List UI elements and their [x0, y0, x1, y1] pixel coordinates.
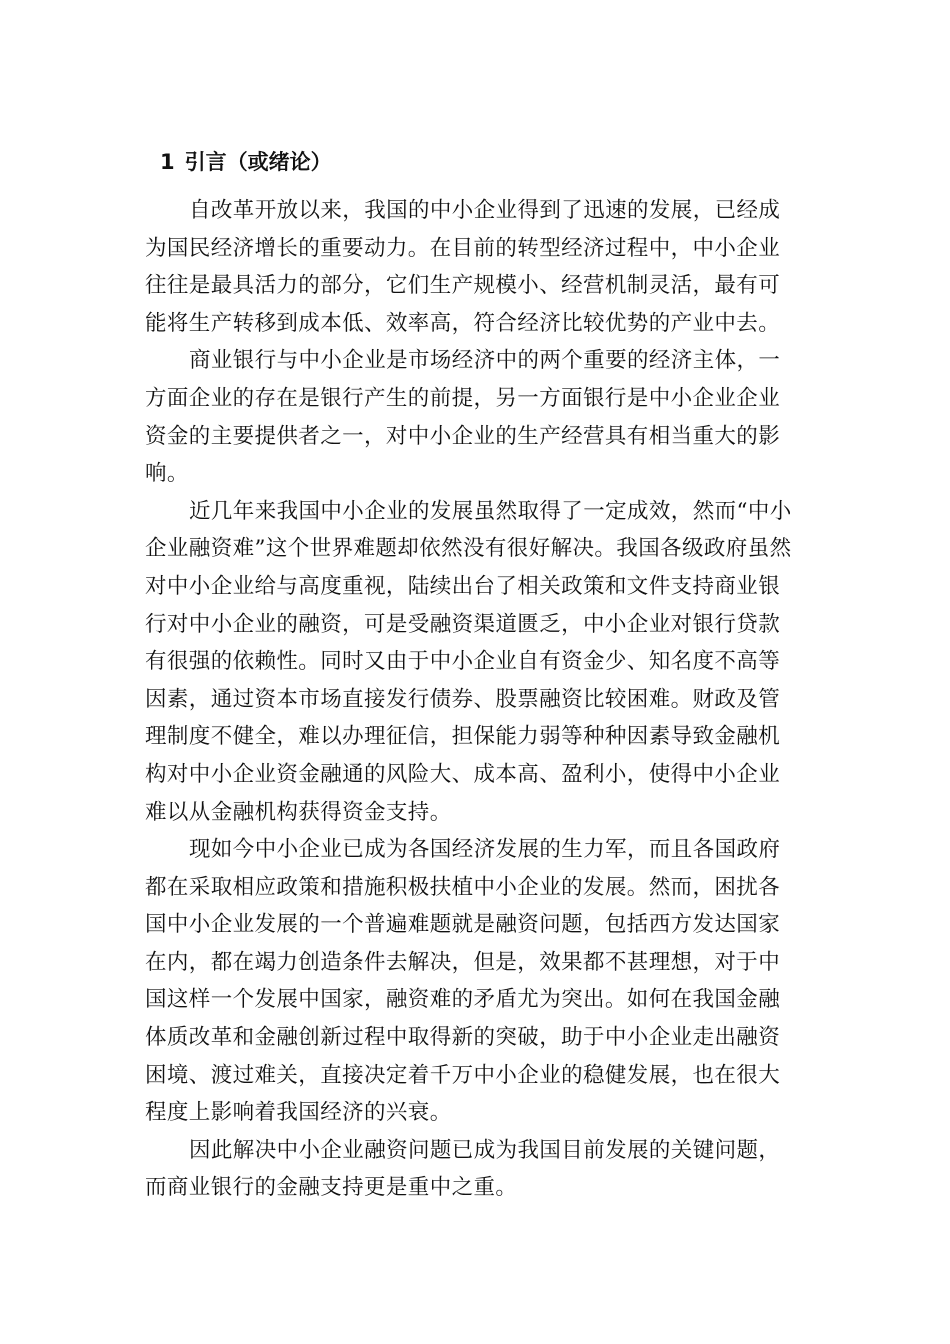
text-line: 自改革开放以来，我国的中小企业得到了迅速的发展，已经成 [189, 198, 781, 223]
text-line: 国这样一个发展中国家，融资难的矛盾尤为突出。如何在我国金融 [145, 987, 781, 1013]
text-line: 往往是最具活力的部分，它们生产规模小、经营机制灵活，最有可 [145, 273, 781, 299]
section-title: 引言（或绪论） [184, 150, 332, 174]
section-number: 1 [160, 150, 175, 174]
text-line: 都在采取相应政策和措施积极扶植中小企业的发展。然而，困扰各 [145, 874, 781, 900]
text-line: 近几年来我国中小企业的发展虽然取得了一定成效，然而“中小 [189, 498, 792, 524]
text-line: 国中小企业发展的一个普遍难题就是融资问题，包括西方发达国家 [145, 912, 781, 938]
text-line: 因此解决中小企业融资问题已成为我国目前发展的关键问题， [189, 1137, 781, 1163]
text-line: 行对中小企业的融资，可是受融资渠道匮乏，中小企业对银行贷款 [145, 611, 781, 637]
text-line: 为国民经济增长的重要动力。在目前的转型经济过程中，中小企业 [145, 235, 781, 261]
text-line: 现如今中小企业已成为各国经济发展的生力军，而且各国政府 [189, 837, 781, 863]
text-line: 响。 [145, 461, 189, 487]
text-line: 在内，都在竭力创造条件去解决，但是，效果都不甚理想，对于中 [145, 949, 781, 975]
text-line: 困境、渡过难关，直接决定着千万中小企业的稳健发展，也在很大 [145, 1062, 781, 1088]
section-heading [160, 146, 332, 178]
text-line: 程度上影响着我国经济的兴衰。 [145, 1100, 452, 1126]
body-text [145, 192, 795, 1207]
text-line: 有很强的依赖性。同时又由于中小企业自有资金少、知名度不高等 [145, 649, 781, 675]
text-line: 而商业银行的金融支持更是重中之重。 [145, 1175, 518, 1201]
text-line: 对中小企业给与高度重视，陆续出台了相关政策和文件支持商业银 [145, 573, 781, 599]
text-line: 难以从金融机构获得资金支持。 [145, 799, 452, 825]
text-line: 资金的主要提供者之一，对中小企业的生产经营具有相当重大的影 [145, 423, 781, 449]
text-line: 构对中小企业资金融通的风险大、成本高、盈利小，使得中小企业 [145, 761, 781, 787]
text-line: 方面企业的存在是银行产生的前提，另一方面银行是中小企业企业 [145, 385, 781, 411]
text-line: 能将生产转移到成本低、效率高，符合经济比较优势的产业中去。 [145, 310, 781, 336]
text-line: 商业银行与中小企业是市场经济中的两个重要的经济主体，一 [189, 348, 781, 374]
text-line: 企业融资难”这个世界难题却依然没有很好解决。我国各级政府虽然 [145, 536, 792, 562]
text-line: 体质改革和金融创新过程中取得新的突破，助于中小企业走出融资 [145, 1025, 781, 1051]
text-line: 因素，通过资本市场直接发行债券、股票融资比较困难。财政及管 [145, 686, 781, 712]
text-line: 理制度不健全，难以办理征信，担保能力弱等种种因素导致金融机 [145, 724, 781, 750]
